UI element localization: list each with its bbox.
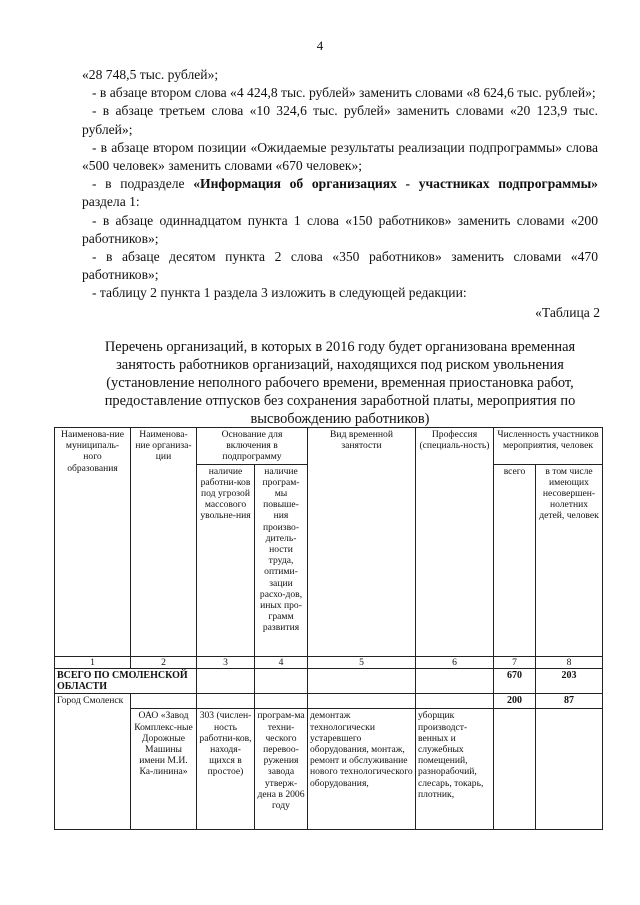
total-label: ВСЕГО ПО СМОЛЕНСКОЙ ОБЛАСТИ xyxy=(55,669,197,694)
organizations-table xyxy=(54,427,603,830)
paragraph: - в абзаце втором позиции «Ожидаемые результаты реализации подпрограммы» слова «500 человек» заменить словами «670 человек»; xyxy=(82,139,598,174)
total-row xyxy=(55,669,603,694)
section-suffix: раздела 1: xyxy=(82,194,140,210)
section-prefix: - в подразделе xyxy=(92,176,194,192)
header-count-minors: в том числе имеющих несовершен-нолетних детей, человек xyxy=(536,464,603,656)
org-name: ОАО «Завод Комплекс-ные Дорожные Машины имени М.И. Ка-линина» xyxy=(131,709,197,830)
table-header-row xyxy=(55,428,603,465)
column-numbers-row xyxy=(55,657,603,669)
column-number: 5 xyxy=(308,657,416,669)
column-number: 4 xyxy=(255,657,308,669)
paragraph: - в абзаце десятом пункта 2 слова «350 работников» заменить словами «470 работников»; xyxy=(82,249,598,283)
table-row xyxy=(55,694,603,709)
header-count-total: всего xyxy=(494,464,536,656)
column-number: 2 xyxy=(131,657,197,669)
paragraph: «28 748,5 тыс. рублей»; xyxy=(82,67,219,82)
header-municipality: Наименова-ние муниципаль-ного образования xyxy=(55,428,131,657)
header-count: Численность участников мероприятия, человек xyxy=(494,428,603,465)
org-threat: 303 (числен-ность работни-ков, находя-щихся в простое) xyxy=(197,709,255,830)
org-employment-type: демонтаж технологически устаревшего оборудования, монтаж, ремонт и обслуживание нового технологического оборудования, xyxy=(308,709,416,830)
paragraph-section xyxy=(82,175,598,211)
org-profession: уборщик производст-венных и служебных помещений, разнорабочий, слесарь, токарь, плотник, xyxy=(416,709,494,830)
page-number: 4 xyxy=(316,38,324,53)
column-number: 1 xyxy=(55,657,131,669)
column-number: 3 xyxy=(197,657,255,669)
org-program: програм-ма техни-ческого перевоо-ружения завода утверж-дена в 2006 году xyxy=(255,709,308,830)
header-basis-program: наличие програм-мы повыше-ния произво-дитель-ности труда, оптими-зации расхо-дов, иных про-грамм развития xyxy=(255,464,308,656)
total-count: 670 xyxy=(494,669,536,694)
city-count: 200 xyxy=(494,694,536,709)
city-minors: 87 xyxy=(536,694,603,709)
paragraph: - в абзаце втором слова «4 424,8 тыс. рублей» заменить словами «8 624,6 тыс. рублей»; xyxy=(92,85,596,101)
paragraph: - в абзаце одиннадцатом пункта 1 слова «150 работников» заменить словами «200 работников»; xyxy=(82,212,598,246)
column-number: 8 xyxy=(536,657,603,669)
header-basis-threat: наличие работни-ков под угрозой массового увольне-ния xyxy=(197,464,255,656)
table-reference: «Таблица 2 xyxy=(535,305,600,320)
header-basis: Основание для включения в подпрограмму xyxy=(197,428,308,465)
table-title: Перечень организаций, в которых в 2016 году будет организована временная занятость работников организаций, находящихся под риском увольнения (установление неполного рабочего времени, временная приостановка работ, предоставление отпусков без сохранения заработной платы, мероприятия по высвобождению работников) xyxy=(104,339,576,427)
section-title: «Информация об организациях - участниках подпрограммы» xyxy=(193,176,598,192)
header-profession: Профессия (специаль-ность) xyxy=(416,428,494,657)
header-organization: Наименова-ние организа-ции xyxy=(131,428,197,657)
paragraph: - таблицу 2 пункта 1 раздела 3 изложить в следующей редакции: xyxy=(92,285,467,301)
city-label: Город Смоленск xyxy=(55,694,131,830)
header-employment-type: Вид временной занятости xyxy=(308,428,416,657)
total-minors: 203 xyxy=(536,669,603,694)
table-row xyxy=(55,709,603,830)
body-text xyxy=(82,66,598,303)
column-number: 6 xyxy=(416,657,494,669)
column-number: 7 xyxy=(494,657,536,669)
paragraph: - в абзаце третьем слова «10 324,6 тыс. рублей» заменить словами «20 123,9 тыс. рублей»; xyxy=(82,103,598,137)
